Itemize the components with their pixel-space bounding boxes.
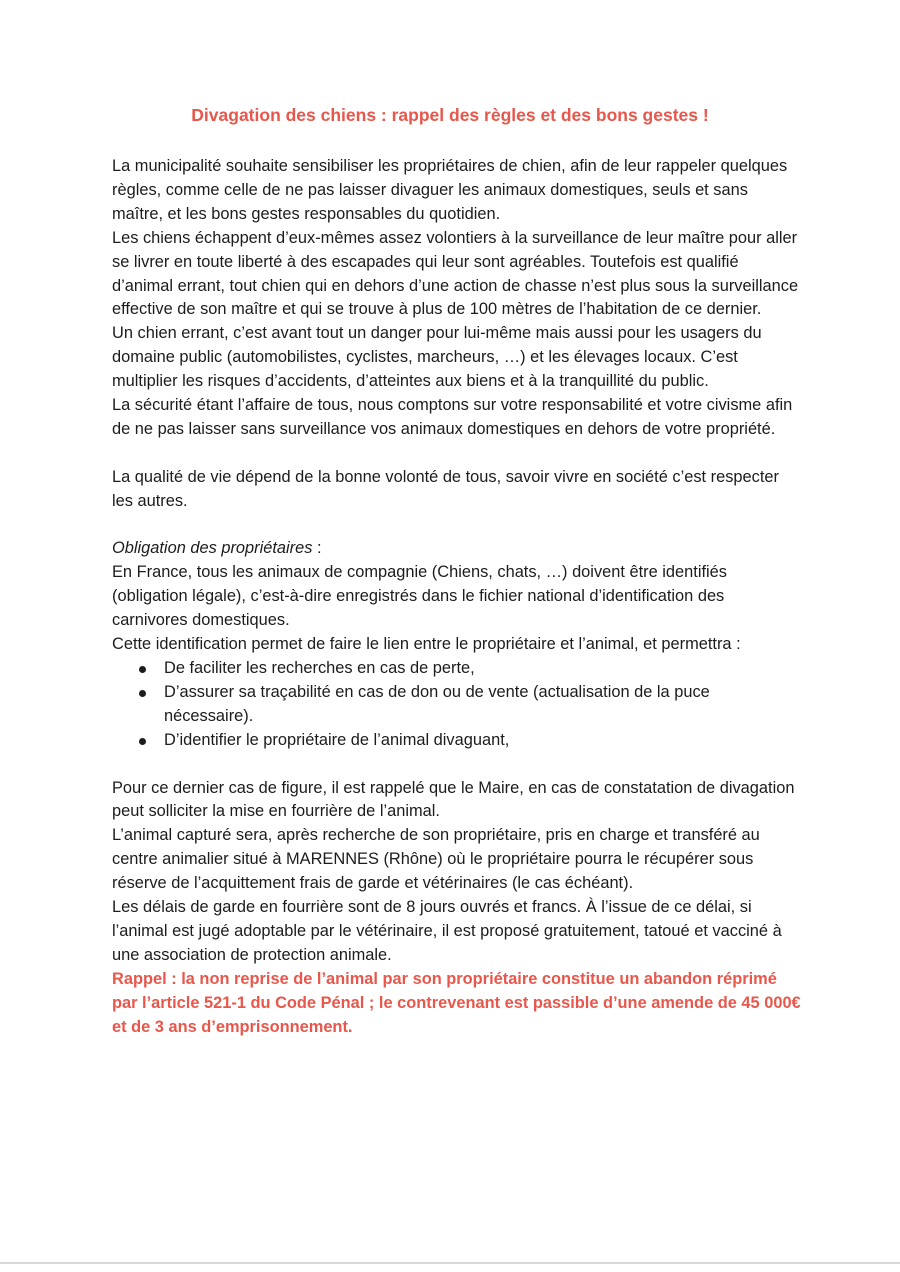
bullet-dot-icon [139,666,146,673]
list-item [164,681,802,729]
obligation-heading: Obligation des propriétaires [112,539,313,558]
document-title: Divagation des chiens : rappel des règles et des bons gestes ! [191,105,709,125]
bullet-dot-icon [139,690,146,697]
obligation-heading-colon: : [312,539,322,558]
list-item-text: De faciliter les recherches en cas de perte, [164,659,475,677]
scan-edge-line [0,1262,900,1264]
paragraph-intro-3: Un chien errant, c’est avant tout un danger pour lui-même mais aussi pour les usagers du domaine public (automobilistes, cyclistes, marcheurs, …) et les élevages locaux. C’est multiplier les risques d’accidents, d’atteintes aux biens et à la tranquillité du public. [112,324,762,391]
paragraph-spacer [112,514,802,538]
paragraph-obligation-2: Cette identification permet de faire le lien entre le propriétaire et l’animal, et permettra : [112,635,741,654]
paragraph-intro-1: La municipalité souhaite sensibiliser les propriétaires de chien, afin de leur rappeler quelques règles, comme celle de ne pas laisser divaguer les animaux domestiques, seuls et sans maître, et les bons gestes responsables du quotidien. [112,157,788,223]
list-item-text: D’assurer sa traçabilité en cas de don ou de vente (actualisation de la puce nécessaire). [164,682,710,725]
document-body [112,155,802,1039]
paragraph-closing-2: L’animal capturé sera, après recherche de son propriétaire, pris en charge et transféré au centre animalier situé à MARENNES (Rhône) où le propriétaire pourra le récupérer sous réserve de l’acquittement frais de garde et vétérinaires (le cas échéant). [112,826,760,893]
paragraph-obligation-1: En France, tous les animaux de compagnie (Chiens, chats, …) doivent être identifiés (obligation légale), c’est-à-dire enregistrés dans le fichier national d’identification des carnivores domestiques. [112,563,727,630]
paragraph-intro-2: Les chiens échappent d’eux-mêmes assez volontiers à la surveillance de leur maître pour aller se livrer en toute liberté à des escapades qui leur sont agréables. Toutefois est qualifié d’animal errant, tout chien qui en dehors d’une action de chasse n’est plus sous la surveillance effective de son maître et qui se trouve à plus de 100 mètres de l’habitation de ce dernier. [112,228,799,319]
paragraph-closing-1: Pour ce dernier cas de figure, il est rappelé que le Maire, en cas de constatation de divagation peut solliciter la mise en fourrière de l’animal. [112,778,795,821]
legal-warning: Rappel : la non reprise de l’animal par son propriétaire constitue un abandon réprimé par l’article 521-1 du Code Pénal ; le contrevenant est passible d’une amende de 45 000€ et de 3 ans d’emprisonnement. [112,969,801,1036]
paragraph-spacer [112,442,802,466]
list-item [164,729,802,753]
bullet-dot-icon [139,738,146,745]
list-item-text: D’identifier le propriétaire de l’animal divaguant, [164,730,510,749]
paragraph-quality: La qualité de vie dépend de la bonne volonté de tous, savoir vivre en société c’est respecter les autres. [112,467,779,510]
obligation-heading-line [112,537,802,561]
paragraph-intro-4: La sécurité étant l’affaire de tous, nous comptons sur votre responsabilité et votre civisme afin de ne pas laisser sans surveillance vos animaux domestiques en dehors de votre propriété. [112,396,793,438]
identification-benefits-list [112,657,802,753]
paragraph-closing-3: Les délais de garde en fourrière sont de 8 jours ouvrés et francs. À l’issue de ce délai, si l’animal est jugé adoptable par le vétérinaire, il est proposé gratuitement, tatoué et vacciné à une association de protection animale. [112,898,782,964]
paragraph-spacer [112,753,802,777]
list-item [164,657,802,681]
